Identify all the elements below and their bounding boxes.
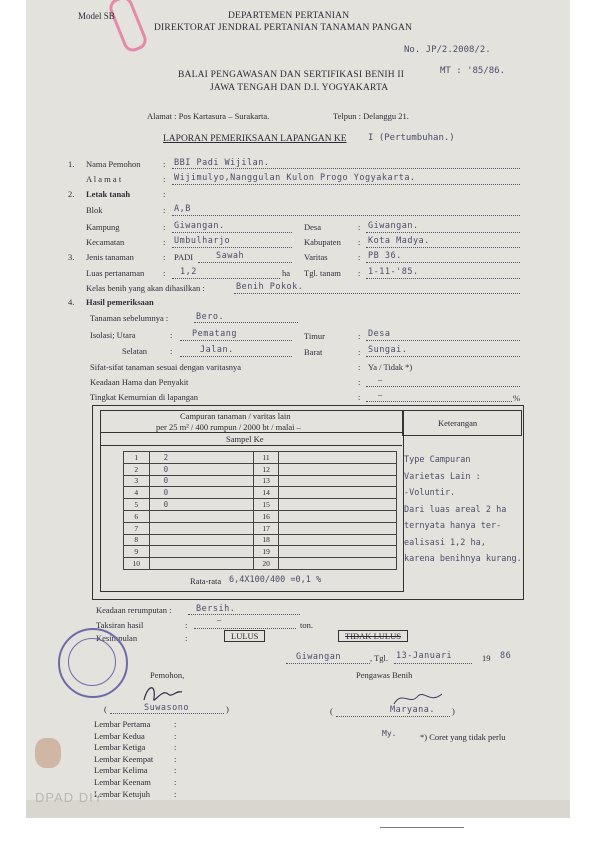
sample-number-cell: 11 <box>253 452 279 464</box>
table-row <box>124 546 397 558</box>
sample-number-cell: 14 <box>253 487 279 499</box>
lulus-box: LULUS <box>224 630 265 642</box>
nama-label: Nama Pemohon <box>86 159 141 169</box>
pengawas-name: Maryana. <box>390 705 435 715</box>
dept-title: DEPARTEMEN PERTANIAN <box>228 11 350 21</box>
paren-close: ) <box>452 706 455 716</box>
phone: Telpun : Delanggu 21. <box>333 111 409 121</box>
jenis-value: PADI <box>174 252 194 262</box>
percent-sign: % <box>513 393 521 403</box>
table-row <box>124 522 397 534</box>
nama-value: BBI Padi Wijilan. <box>174 158 270 168</box>
sample-number-cell: 12 <box>253 463 279 475</box>
kelas-dotted-line <box>234 293 520 294</box>
hama-value: – <box>378 374 383 384</box>
varitas-value: PB 36. <box>368 251 402 261</box>
colon: : <box>358 252 361 262</box>
colon: : <box>358 362 361 372</box>
rata-value: 6,4X100/400 =0,1 % <box>229 575 322 585</box>
lembar-list <box>94 719 176 800</box>
colon: : <box>174 730 177 741</box>
sample-number-cell: 17 <box>253 522 279 534</box>
table-row <box>124 510 397 522</box>
seal-emblem <box>35 738 61 768</box>
lembar-label: Lembar Keenam <box>94 776 151 787</box>
kabupaten-label: Kabupaten <box>304 237 341 247</box>
mt-number: MT : '85/86. <box>440 66 506 76</box>
table-row <box>124 499 397 511</box>
desa-label: Desa <box>304 222 321 232</box>
colon: : <box>358 268 361 278</box>
lembar-item <box>94 742 176 754</box>
colon: : <box>174 719 177 729</box>
sample-number-cell: 3 <box>124 475 150 487</box>
hama-dotted-line <box>366 386 520 387</box>
section-3-number: 3. <box>68 252 75 262</box>
colon: : <box>174 765 177 776</box>
table-row <box>124 475 397 487</box>
rerumputan-dotted-line <box>188 614 300 615</box>
directorate-title: DIREKTORAT JENDRAL PERTANIAN TANAMAN PANGAN <box>154 23 413 33</box>
balai-region: JAWA TENGAH DAN D.I. YOGYAKARTA <box>210 83 389 93</box>
sample-value-cell <box>149 510 253 522</box>
sample-number-cell: 16 <box>253 510 279 522</box>
kemurnian-label: Tingkat Kemurnian di lapangan <box>90 392 199 402</box>
section-1-number: 1. <box>68 159 75 169</box>
sample-number-cell: 8 <box>124 534 150 546</box>
letak-label: Letak tanah <box>86 189 131 199</box>
kabupaten-dotted-line <box>366 247 520 248</box>
rerumputan-value: Bersih. <box>196 604 236 614</box>
lembar-label: Lembar Ketiga <box>94 742 146 753</box>
model-code: Model SB <box>78 11 115 21</box>
kemurnian-value: – <box>378 389 383 399</box>
lembar-item <box>94 731 176 743</box>
kemurnian-dotted-line <box>366 401 512 402</box>
jenis-label: Jenis tanaman <box>86 252 134 262</box>
year-prefix: 19 <box>482 653 491 663</box>
colon: : <box>174 742 177 753</box>
alamat-value: Wijimulyo,Nanggulan Kulon Progo Yogyakarta. <box>174 173 416 183</box>
selatan-value: Jalan. <box>200 345 234 355</box>
kelas-label: Kelas benih yang akan dihasilkan : <box>86 283 205 293</box>
taksiran-label: Taksiran hasil <box>96 620 144 630</box>
timur-value: Desa <box>368 329 391 339</box>
colon: : <box>163 159 166 169</box>
barat-dotted-line <box>366 356 520 357</box>
colon: : <box>174 776 177 787</box>
taksiran-value: – <box>217 614 222 624</box>
tgl-footer-label: , Tgl. <box>370 653 389 663</box>
keterangan-line: -Voluntir. <box>404 488 456 498</box>
colon: : <box>163 252 166 262</box>
blok-value: A,B <box>174 204 191 214</box>
tanaman-value: Bero. <box>196 312 225 322</box>
initials: My. <box>382 729 397 738</box>
official-stamp-inner <box>68 638 116 686</box>
report-title: LAPORAN PEMERIKSAAN LAPANGAN KE <box>163 134 347 144</box>
lembar-label: Lembar Ketujuh <box>94 788 150 799</box>
table-head-1: Campuran tanaman / varitas lain <box>180 411 291 421</box>
sample-value-cell <box>279 499 397 511</box>
sample-value-cell <box>279 487 397 499</box>
kecamatan-label: Kecamatan <box>86 237 125 247</box>
utara-label: Isolasi; Utara <box>90 330 136 340</box>
sample-value-cell <box>149 546 253 558</box>
sample-number-cell: 15 <box>253 499 279 511</box>
section-4-number: 4. <box>68 297 75 307</box>
selatan-dotted-line <box>180 356 292 357</box>
sample-value-cell <box>279 463 397 475</box>
colon: : <box>358 222 361 232</box>
lembar-label: Lembar Pertama <box>94 719 151 729</box>
sample-value-cell: 0 <box>149 463 253 475</box>
paren-close: ) <box>226 704 229 714</box>
tgl-dotted-line <box>366 278 520 279</box>
date-value: 13-Januari <box>396 651 453 661</box>
colon: : <box>358 347 361 357</box>
sample-value-cell <box>279 510 397 522</box>
pengawas-label: Pengawas Benih <box>356 670 413 680</box>
utara-value: Pematang <box>192 329 237 339</box>
nama-dotted-line <box>172 168 520 169</box>
colon: : <box>163 174 166 184</box>
table-head-2: per 25 m² / 400 rumpun / 2000 bt / malai – <box>156 422 301 432</box>
sample-value-cell: 0 <box>149 499 253 511</box>
pemohon-name: Suwasono <box>144 703 189 713</box>
footnote: *) Coret yang tidak perlu <box>420 732 506 742</box>
pemohon-name-dotted <box>110 713 224 714</box>
keterangan-line: karena benihnya kurang. <box>404 554 522 564</box>
colon: : <box>185 633 188 643</box>
selatan-label: Selatan <box>122 346 148 356</box>
watermark: DPAD DIY <box>35 790 104 805</box>
section-2-number: 2. <box>68 189 75 199</box>
sample-value-cell: 2 <box>149 452 253 464</box>
colon: : <box>358 377 361 387</box>
sample-number-cell: 10 <box>124 558 150 570</box>
lembar-item <box>94 789 176 801</box>
timur-dotted-line <box>366 340 520 341</box>
sifat-value: Ya / Tidak *) <box>368 362 413 372</box>
sample-value-cell <box>279 522 397 534</box>
kecamatan-dotted-line <box>172 247 292 248</box>
sample-number-cell: 19 <box>253 546 279 558</box>
keterangan-line: Dari luas areal 2 ha <box>404 504 507 515</box>
luas-label: Luas pertanaman <box>86 268 145 278</box>
jenis-dotted-line <box>198 262 292 263</box>
balai-title: BALAI PENGAWASAN DAN SERTIFIKASI BENIH II <box>178 70 405 80</box>
date-dotted-line <box>394 663 472 664</box>
sample-value-cell: 0 <box>149 475 253 487</box>
tanaman-dotted-line <box>194 322 298 323</box>
kesimpulan-label: Kesimpulan <box>96 633 138 643</box>
colon: : <box>174 753 177 764</box>
rerumputan-label: Keadaan rerumputan : <box>96 605 172 615</box>
tidak-lulus-box: TIDAK LULUS <box>338 630 408 642</box>
ton-unit: ton. <box>300 620 313 630</box>
table-row <box>124 558 397 570</box>
place-dotted-line <box>286 663 370 664</box>
sample-value-cell <box>279 475 397 487</box>
colon: : <box>358 331 361 341</box>
keterangan-line: ealisasi 1,2 ha, <box>404 537 486 548</box>
sample-value-cell <box>279 534 397 546</box>
barat-value: Sungai. <box>368 345 408 355</box>
sample-number-cell: 13 <box>253 475 279 487</box>
bottom-rule <box>380 827 464 828</box>
sample-number-cell: 1 <box>124 452 150 464</box>
sheet-shadow <box>26 800 570 818</box>
jenis-value-2: Sawah <box>216 251 245 261</box>
sifat-label: Sifat-sifat tanaman sesuai dengan varitasnya <box>90 362 242 372</box>
barat-label: Barat <box>304 347 323 357</box>
colon: : <box>358 237 361 247</box>
colon: : <box>358 392 361 402</box>
kampung-value: Giwangan. <box>174 221 225 231</box>
kampung-dotted-line <box>172 232 292 233</box>
sample-number-cell: 4 <box>124 487 150 499</box>
sample-number-cell: 6 <box>124 510 150 522</box>
desa-value: Giwangan. <box>368 221 419 231</box>
sample-value-cell: 0 <box>149 487 253 499</box>
colon: : <box>163 189 166 199</box>
lembar-item <box>94 765 176 777</box>
table-row <box>124 463 397 475</box>
colon: : <box>170 330 173 340</box>
lembar-label: Lembar Keempat <box>94 753 154 764</box>
taksiran-dotted-line <box>194 628 296 629</box>
sample-number-cell: 7 <box>124 522 150 534</box>
lembar-label: Lembar Kedua <box>94 730 145 741</box>
keterangan-line: ternyata hanya ter- <box>404 521 502 531</box>
sample-number-cell: 2 <box>124 463 150 475</box>
sample-value-cell <box>279 558 397 570</box>
hasil-label: Hasil pemeriksaan <box>86 297 154 307</box>
divider <box>100 432 402 433</box>
pengawas-name-dotted <box>336 716 450 717</box>
timur-label: Timur <box>304 331 325 341</box>
luas-dotted-line <box>172 278 280 279</box>
rata-label: Rata-rata <box>190 576 222 586</box>
lembar-item <box>94 754 176 766</box>
lembar-item <box>94 777 176 789</box>
sample-value-cell <box>149 522 253 534</box>
keterangan-label: Keterangan <box>438 418 478 428</box>
colon: : <box>174 788 177 799</box>
keterangan-line: Type Campuran <box>404 455 471 465</box>
sample-value-cell <box>149 558 253 570</box>
alamat-label: A l a m a t <box>86 174 122 184</box>
keterangan-notes <box>404 452 522 568</box>
colon: : <box>163 205 166 215</box>
hama-label: Keadaan Hama dan Penyakit <box>90 377 189 387</box>
divider <box>100 445 402 446</box>
varitas-label: Varitas <box>304 252 328 262</box>
ha-unit: ha <box>282 268 291 278</box>
tgl-value: 1-11-'85. <box>368 267 419 277</box>
kabupaten-value: Kota Madya. <box>368 236 430 246</box>
tgl-label: Tgl. tanam <box>304 268 341 278</box>
paren-open: ( <box>330 706 333 716</box>
colon: : <box>163 237 166 247</box>
sample-value-cell <box>149 534 253 546</box>
colon: : <box>170 346 173 356</box>
alamat-dotted-line <box>172 184 520 185</box>
varitas-dotted-line <box>366 262 520 263</box>
colon: : <box>185 620 188 630</box>
table-row <box>124 452 397 464</box>
sample-value-cell <box>279 546 397 558</box>
kampung-label: Kampung <box>86 222 120 232</box>
address: Alamat : Pos Kartasura – Surakarta. <box>147 111 270 121</box>
table-row <box>124 534 397 546</box>
keterangan-line: Varietas Lain : <box>404 471 481 482</box>
utara-dotted-line <box>180 340 292 341</box>
desa-dotted-line <box>366 232 520 233</box>
sample-grid <box>123 451 397 570</box>
colon: : <box>163 268 166 278</box>
kelas-value: Benih Pokok. <box>236 282 304 292</box>
blok-dotted-line <box>172 215 520 216</box>
doc-number: No. JP/2.2008/2. <box>404 45 491 55</box>
sample-number-cell: 18 <box>253 534 279 546</box>
lembar-item <box>94 719 176 731</box>
table-row <box>124 487 397 499</box>
year-value: 86 <box>500 651 512 661</box>
sample-number-cell: 20 <box>253 558 279 570</box>
pemohon-label: Pemohon, <box>150 670 185 680</box>
place-value: Giwangan <box>296 652 341 662</box>
sample-value-cell <box>279 452 397 464</box>
sample-number-cell: 5 <box>124 499 150 511</box>
sample-number-cell: 9 <box>124 546 150 558</box>
kecamatan-value: Umbulharjo <box>174 236 231 246</box>
lembar-label: Lembar Kelima <box>94 765 148 776</box>
report-title-value: I (Pertumbuhan.) <box>368 133 455 143</box>
colon: : <box>163 222 166 232</box>
paren-open: ( <box>104 704 107 714</box>
sampel-label: Sampel Ke <box>226 434 264 444</box>
tanaman-label: Tanaman sebelumnya : <box>90 313 169 323</box>
luas-value: 1,2 <box>180 267 197 277</box>
blok-label: Blok <box>86 205 103 215</box>
